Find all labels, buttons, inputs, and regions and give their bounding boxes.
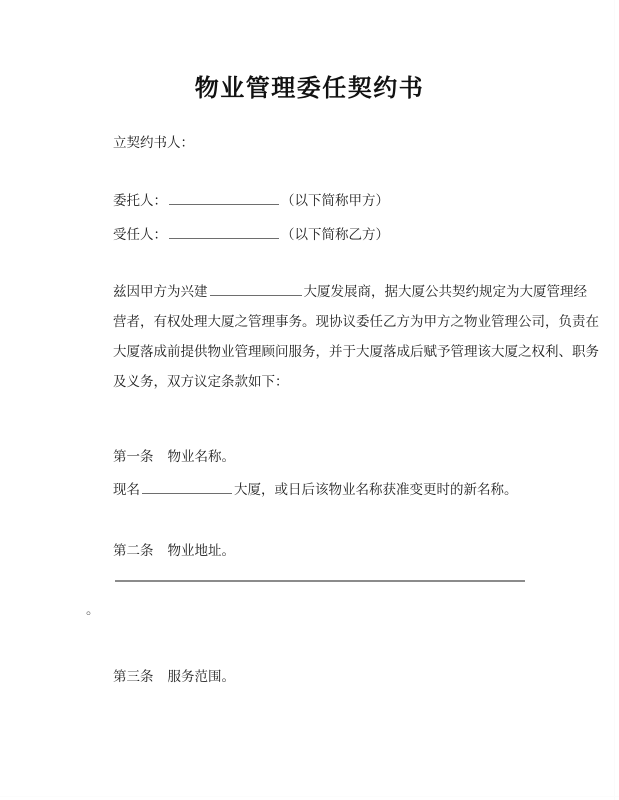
preamble-line1-after: 大厦发展商，据大厦公共契约规定为大厦管理经 (303, 284, 587, 300)
page-edge-right (614, 0, 615, 800)
preamble-line-1 (113, 277, 587, 307)
party-label-trustee: 受任人： (113, 227, 167, 243)
clause-2-address-blank-rule[interactable] (115, 580, 525, 582)
preamble-building-blank[interactable] (210, 281, 302, 296)
party-label-principal: 委托人： (113, 193, 167, 209)
clause-3-heading: 服务范围。 (167, 669, 235, 685)
clause-1-number: 第一条 (113, 449, 154, 465)
preamble-line-3: 大厦落成前提供物业管理顾问服务，并于大厦落成后赋予管理该大厦之权利、职务 (113, 344, 599, 360)
party-suffix-principal: （以下简称甲方） (281, 193, 389, 209)
preamble-line-4: 及义务，双方议定条款如下： (113, 374, 289, 390)
parties-heading: 立契约书人： (113, 135, 194, 151)
clause-2-number: 第二条 (113, 543, 154, 559)
clause-2-heading: 物业地址。 (167, 543, 235, 559)
clause-2-title (113, 536, 235, 566)
clause-3-title (113, 662, 235, 692)
clause-1-body (113, 475, 518, 505)
clause-1-title (113, 442, 235, 472)
page-edge-bottom (0, 796, 619, 797)
clause-3-number: 第三条 (113, 669, 154, 685)
party-blank-principal[interactable] (169, 190, 279, 205)
clause-1-body-after: 大厦，或日后该物业名称获准变更时的新名称。 (234, 482, 518, 498)
clause-1-name-blank[interactable] (142, 479, 232, 494)
document-title: 物业管理委任契约书 (194, 74, 425, 102)
party-row-principal (113, 186, 389, 216)
party-suffix-trustee: （以下简称乙方） (281, 227, 389, 243)
clause-1-body-before: 现名 (113, 482, 140, 498)
party-row-trustee (113, 220, 389, 250)
clause-2-trailing-mark: 。 (86, 602, 100, 618)
party-blank-trustee[interactable] (169, 224, 279, 239)
clause-1-heading: 物业名称。 (167, 449, 235, 465)
preamble-line1-before: 兹因甲方为兴建 (113, 284, 208, 300)
preamble-line-2: 营者，有权处理大厦之管理事务。现协议委任乙方为甲方之物业管理公司，负责在 (113, 314, 599, 330)
